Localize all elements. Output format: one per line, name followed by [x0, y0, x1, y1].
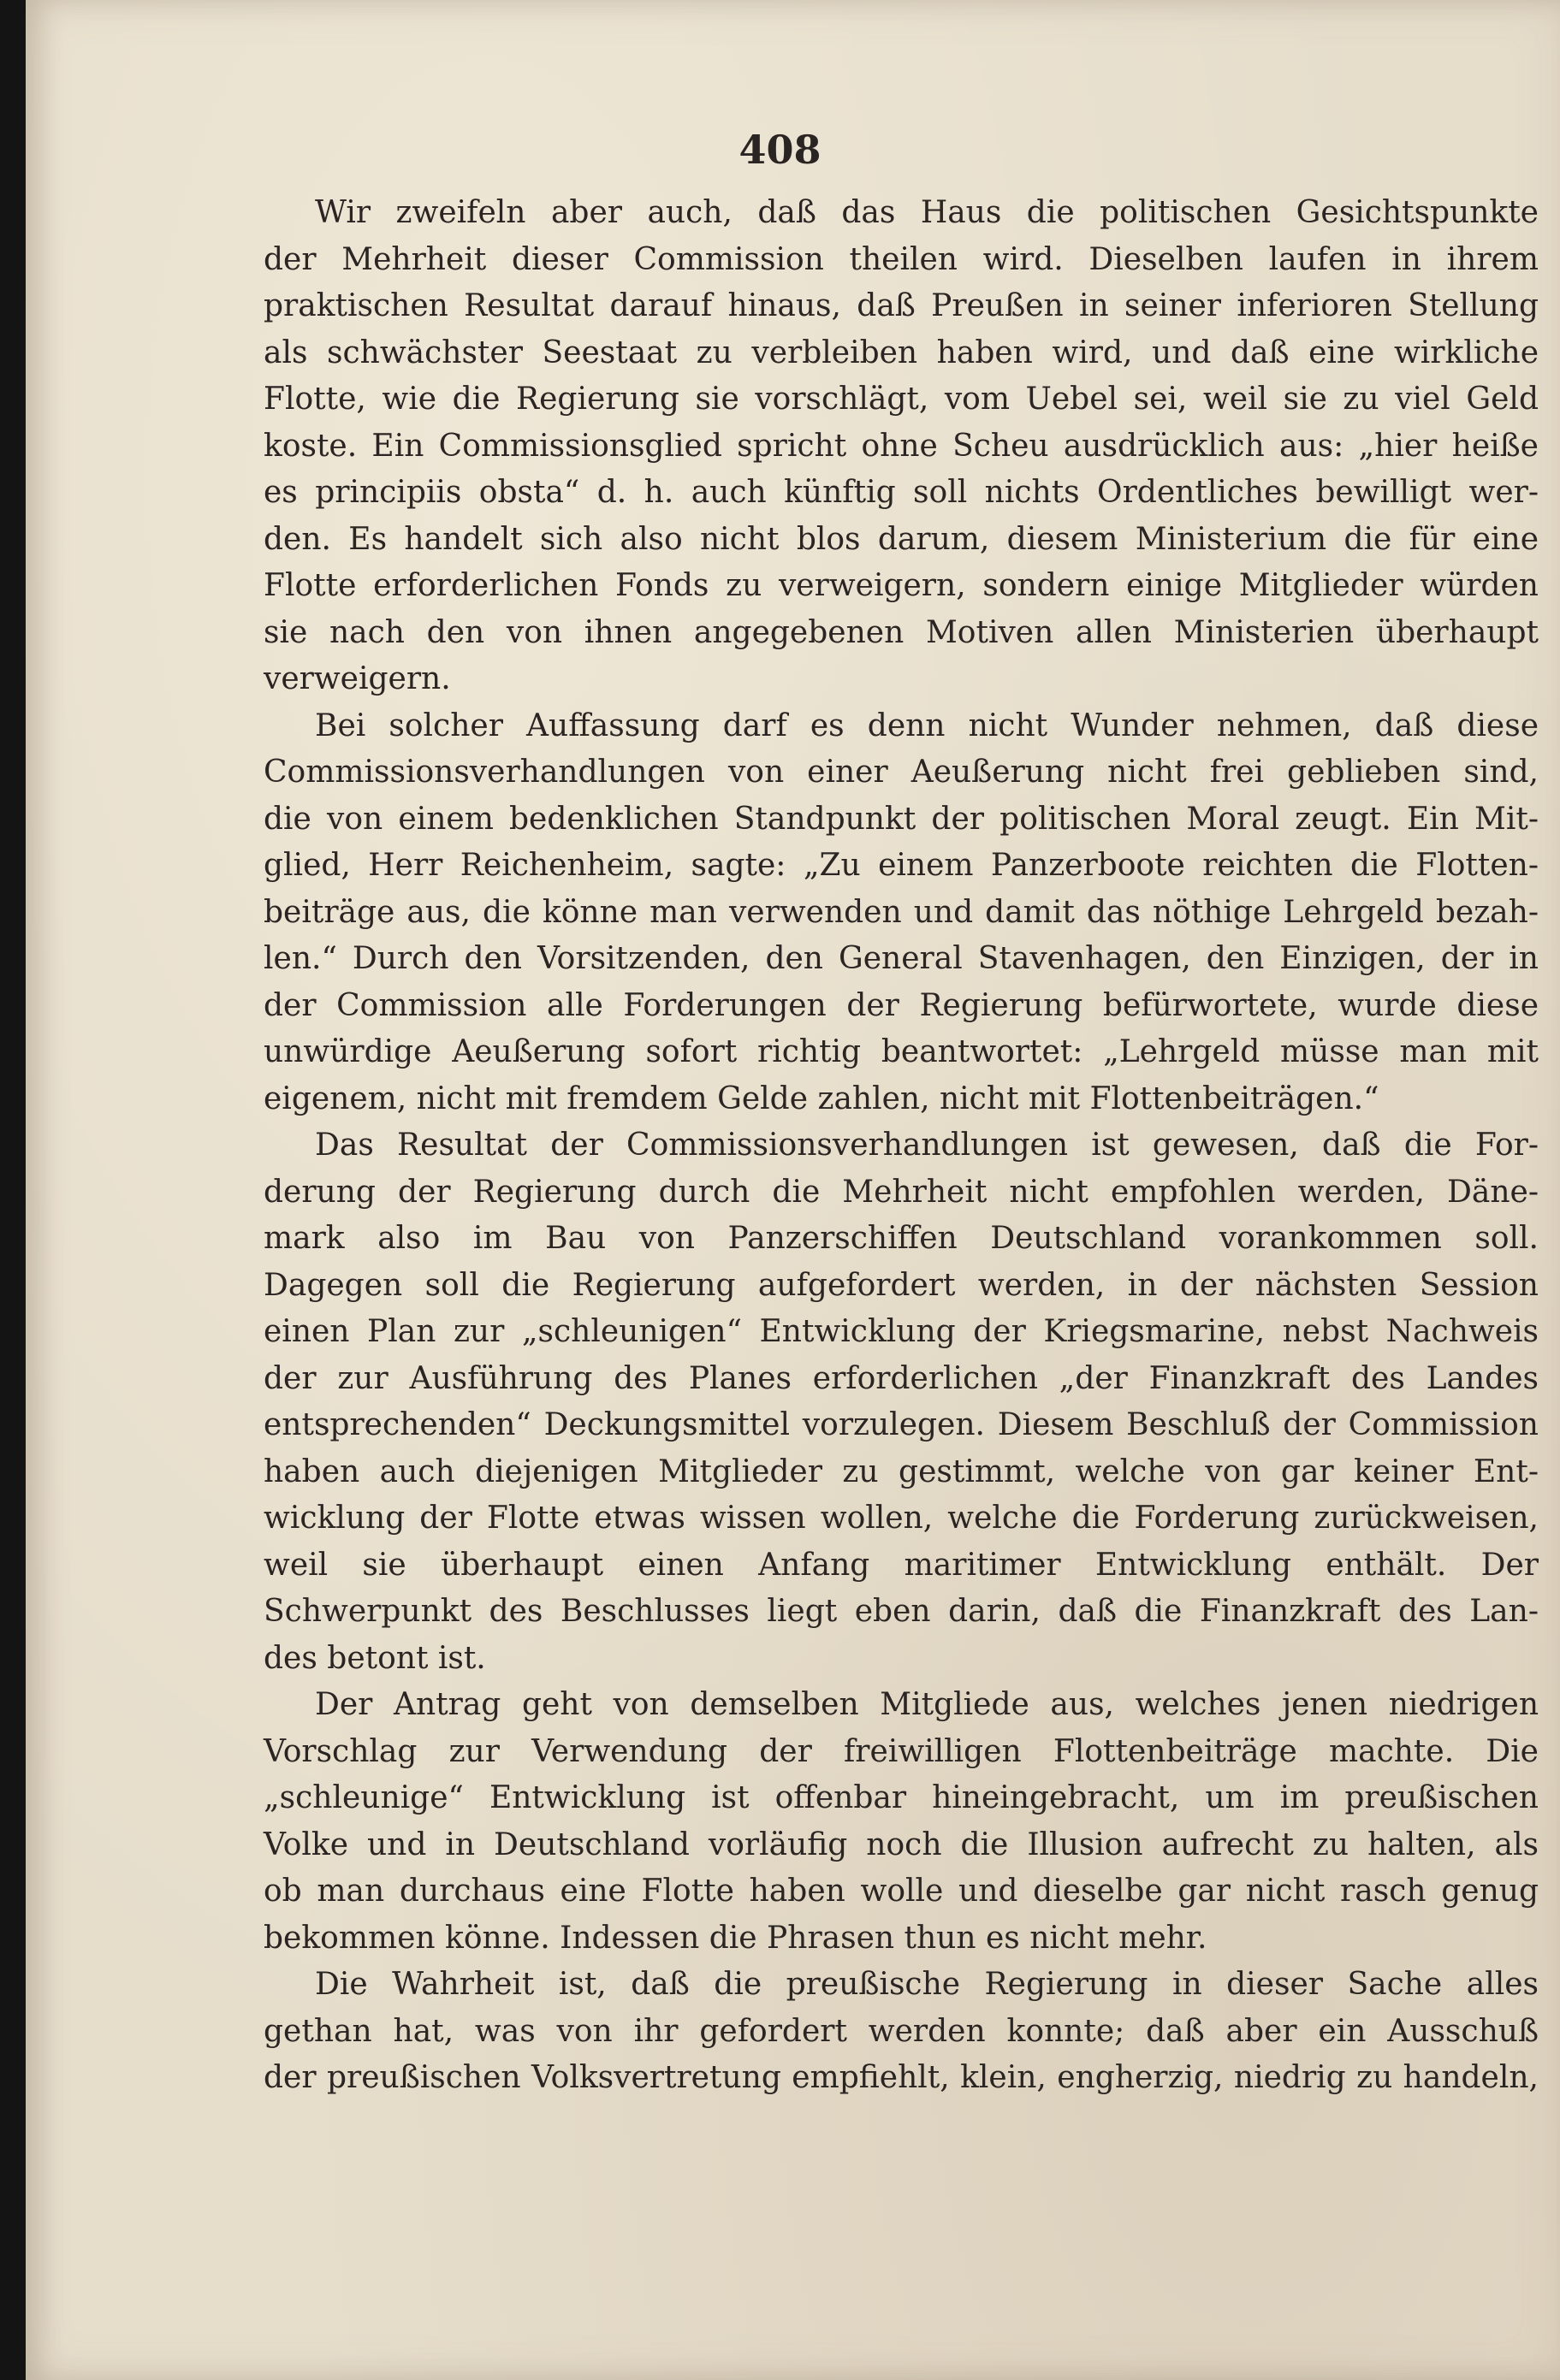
page-number: 408	[738, 127, 822, 173]
text-line: gethan hat, was von ihr gefordert werden konnte; daß aber ein Ausschuß	[264, 2013, 1539, 2049]
text-line: haben auch diejenigen Mitglieder zu gestimmt, welche von gar keiner Ent-	[264, 1453, 1539, 1489]
paragraph	[264, 190, 1539, 703]
text-line: verweigern.	[264, 661, 451, 696]
paragraph	[264, 1122, 1539, 1682]
text-line: beiträge aus, die könne man verwenden und damit das nöthige Lehrgeld bezah-	[264, 894, 1539, 930]
text-line: weil sie überhaupt einen Anfang maritimer Entwicklung enthält. Der	[264, 1547, 1539, 1583]
text-line: entsprechenden“ Deckungsmittel vorzulegen. Diesem Beschluß der Commission	[264, 1407, 1539, 1442]
text-line: „schleunige“ Entwicklung ist offenbar hineingebracht, um im preußischen	[264, 1780, 1539, 1815]
text-line: der zur Ausführung des Planes erforderlichen „der Finanzkraft des Landes	[264, 1360, 1539, 1396]
text-line: der Mehrheit dieser Commission theilen wird. Dieselben laufen in ihrem	[264, 241, 1539, 277]
text-line: glied, Herr Reichenheim, sagte: „Zu einem Panzerboote reichten die Flotten-	[264, 848, 1539, 883]
text-line: Commissionsverhandlungen von einer Aeußerung nicht frei geblieben sind,	[264, 755, 1539, 790]
text-line: der preußischen Volksvertretung empfiehlt, klein, engherzig, niedrig zu handeln,	[264, 2060, 1539, 2095]
text-line: sie nach den von ihnen angegebenen Motiven allen Ministerien überhaupt	[264, 614, 1539, 650]
text-line: als schwächster Seestaat zu verbleiben haben wird, und daß eine wirkliche	[264, 335, 1539, 370]
text-line: einen Plan zur „schleunigen“ Entwicklung der Kriegsmarine, nebst Nachweis	[264, 1314, 1539, 1349]
text-line: Das Resultat der Commissionsverhandlungen ist gewesen, daß die For-	[315, 1128, 1539, 1163]
text-line: Die Wahrheit ist, daß die preußische Regierung in dieser Sache alles	[315, 1967, 1539, 2002]
paragraph	[264, 1962, 1539, 2102]
text-line: Flotte erforderlichen Fonds zu verweigern, sondern einige Mitglieder würden	[264, 568, 1539, 603]
text-line: Schwerpunkt des Beschlusses liegt eben darin, daß die Finanzkraft des Lan-	[264, 1594, 1539, 1629]
text-line: wicklung der Flotte etwas wissen wollen, welche die Forderung zurückweisen,	[264, 1501, 1539, 1536]
text-line: mark also im Bau von Panzerschiffen Deutschland vorankommen soll.	[264, 1221, 1539, 1256]
text-line: des betont ist.	[264, 1640, 486, 1676]
text-line: Bei solcher Auffassung darf es denn nicht Wunder nehmen, daß diese	[315, 707, 1539, 743]
text-line: die von einem bedenklichen Standpunkt der politischen Moral zeugt. Ein Mit-	[264, 801, 1539, 837]
text-line: unwürdige Aeußerung sofort richtig beantwortet: „Lehrgeld müsse man mit	[264, 1034, 1539, 1069]
text-line: len.“ Durch den Vorsitzenden, den General Stavenhagen, den Einzigen, der in	[264, 941, 1539, 976]
text-line: den. Es handelt sich also nicht blos darum, diesem Ministerium die für eine	[264, 521, 1539, 557]
text-line: koste. Ein Commissionsglied spricht ohne Scheu ausdrücklich aus: „hier heiße	[264, 428, 1539, 464]
text-line: eigenem, nicht mit fremdem Gelde zahlen, nicht mit Flottenbeiträgen.“	[264, 1080, 1379, 1116]
paragraph	[264, 1682, 1539, 1962]
text-line: Flotte, wie die Regierung sie vorschlägt, vom Uebel sei, weil sie zu viel Geld	[264, 382, 1539, 417]
text-line: Der Antrag geht von demselben Mitgliede aus, welches jenen niedrigen	[315, 1687, 1539, 1722]
text-line: Wir zweifeln aber auch, daß das Haus die politischen Gesichtspunkte	[315, 195, 1539, 230]
text-line: ob man durchaus eine Flotte haben wolle und dieselbe gar nicht rasch genug	[264, 1874, 1539, 1909]
text-line: Volke und in Deutschland vorläufig noch die Illusion aufrecht zu halten, als	[264, 1826, 1539, 1862]
text-line: derung der Regierung durch die Mehrheit nicht empfohlen werden, Däne-	[264, 1174, 1539, 1210]
text-line: praktischen Resultat darauf hinaus, daß Preußen in seiner inferioren Stellung	[264, 288, 1539, 323]
text-line: es principiis obsta“ d. h. auch künftig soll nichts Ordentliches bewilligt wer-	[264, 475, 1539, 510]
text-line: der Commission alle Forderungen der Regierung befürwortete, wurde diese	[264, 987, 1539, 1023]
paragraph	[264, 703, 1539, 1123]
text-line: Vorschlag zur Verwendung der freiwilligen Flottenbeiträge machte. Die	[264, 1733, 1539, 1769]
text-line: Dagegen soll die Regierung aufgefordert werden, in der nächsten Session	[264, 1267, 1539, 1303]
text-line: bekommen könne. Indessen die Phrasen thun es nicht mehr.	[264, 1920, 1207, 1956]
body-text	[264, 190, 1539, 2102]
